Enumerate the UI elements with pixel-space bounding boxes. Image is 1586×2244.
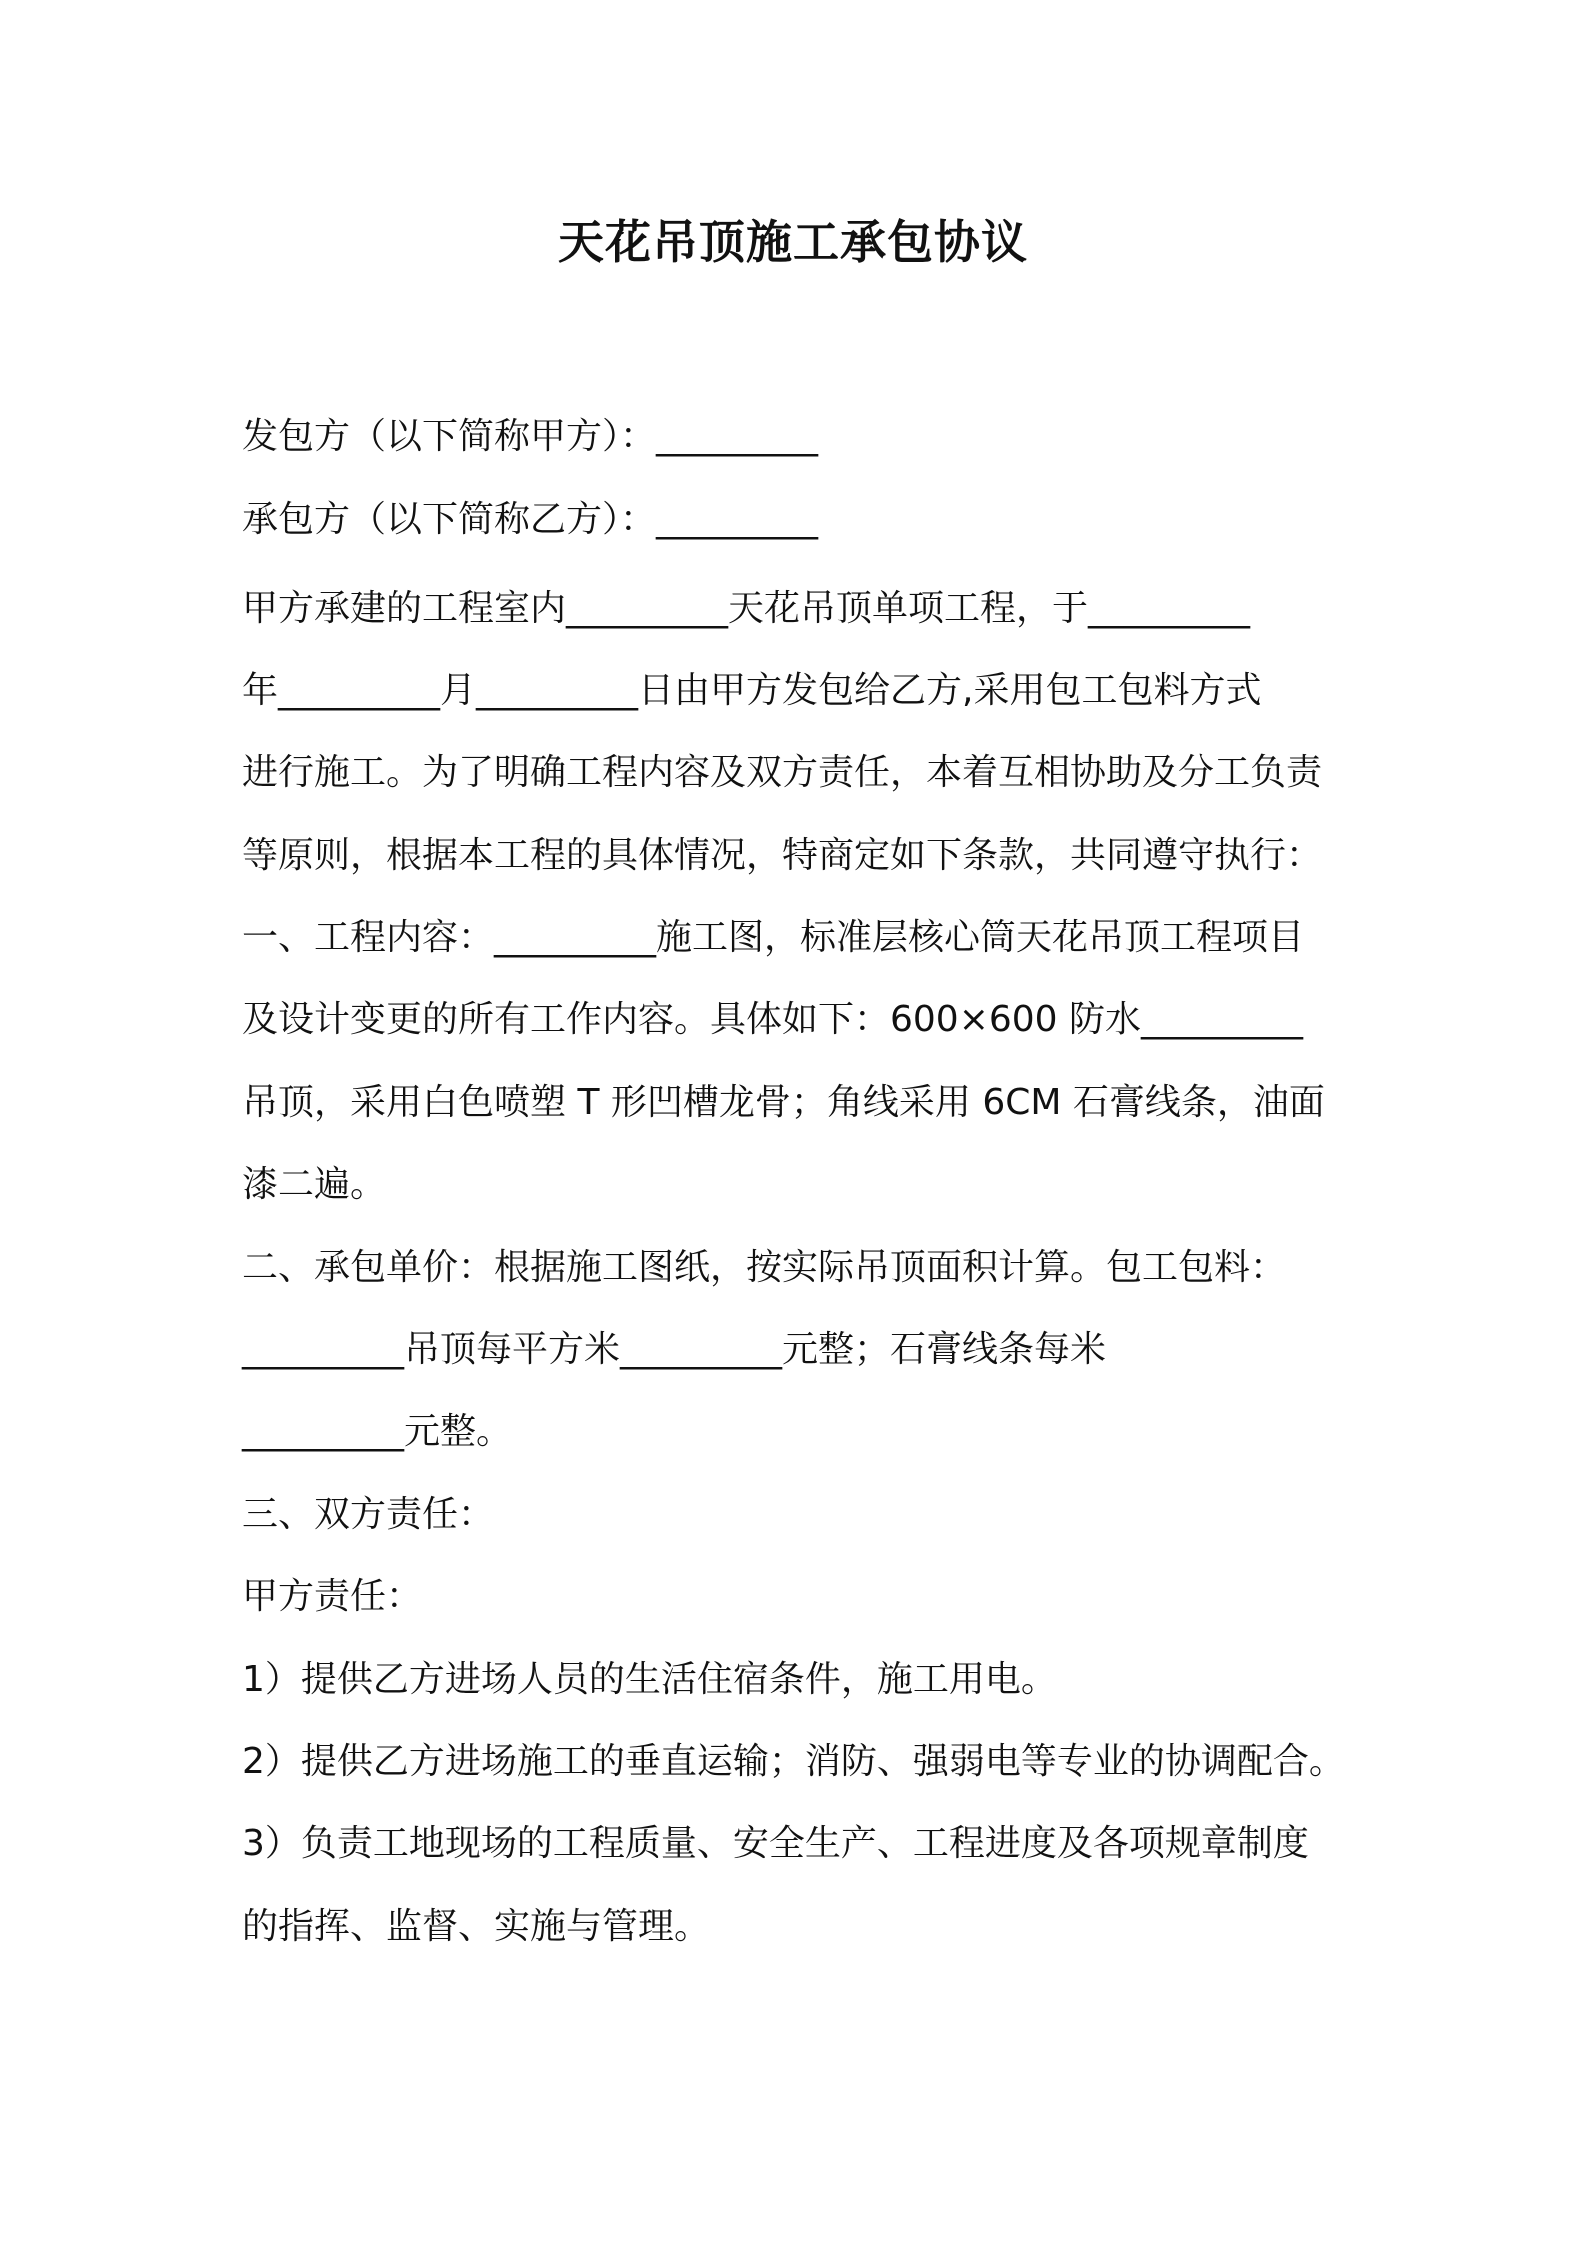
section-2-line: 二、承包单价：根据施工图纸，按实际吊顶面积计算。包工包料： [242,1247,1287,1288]
duty-item: 2）提供乙方进场施工的垂直运输；消防、强弱电等专业的协调配合。 [242,1741,1345,1782]
party-b-line: 承包方（以下简称乙方）：_________ [242,499,819,540]
section-2-line: _________元整。 [242,1411,513,1452]
section-1-line: 漆二遍。 [242,1164,387,1205]
section-1-line: 吊顶，采用白色喷塑 T 形凹槽龙骨；角线采用 6CM 石膏线条，油面 [242,1082,1325,1123]
duty-item: 3）负责工地现场的工程质量、安全生产、工程进度及各项规章制度 [242,1823,1309,1864]
duty-item: 1）提供乙方进场人员的生活住宿条件，施工用电。 [242,1659,1057,1700]
section-1-line: 一、工程内容：_________施工图，标准层核心筒天花吊顶工程项目 [242,917,1305,958]
party-a-line: 发包方（以下简称甲方）：_________ [242,416,819,457]
document-title: 天花吊顶施工承包协议 [558,215,1028,269]
paragraph-line: 甲方承建的工程室内_________天花吊顶单项工程，于_________ [242,588,1251,629]
paragraph-line: 进行施工。为了明确工程内容及双方责任，本着互相协助及分工负责 [242,752,1323,793]
duty-item: 的指挥、监督、实施与管理。 [242,1906,711,1947]
paragraph-line: 年_________月_________日由甲方发包给乙方,采用包工包料方式 [242,670,1262,711]
section-2-line: _________吊顶每平方米_________元整；石膏线条每米 [242,1329,1107,1370]
paragraph-line: 等原则，根据本工程的具体情况，特商定如下条款，共同遵守执行： [242,835,1323,876]
party-a-duties-heading: 甲方责任： [242,1576,423,1617]
section-1-line: 及设计变更的所有工作内容。具体如下：600×600 防水_________ [242,999,1304,1040]
section-3-heading: 三、双方责任： [242,1494,495,1535]
